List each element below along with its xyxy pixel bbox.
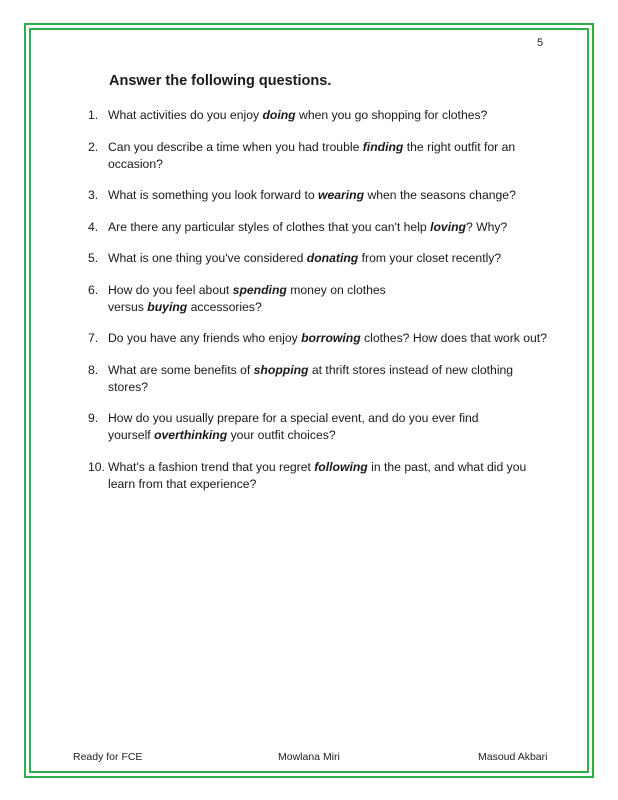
question-item: [88, 410, 548, 444]
question-number: 7.: [88, 331, 99, 345]
question-text: Are there any particular styles of clothes that you can't help loving? Why?: [108, 219, 508, 234]
question-text: What is one thing you've considered donating from your closet recently?: [108, 251, 502, 265]
question-text: What activities do you enjoy doing when you go shopping for clothes?: [108, 108, 488, 122]
question-item: [88, 362, 548, 396]
page-title: Answer the following questions.: [109, 73, 332, 89]
question-text: Do you have any friends who enjoy borrowing clothes? How does that work out?: [108, 331, 547, 345]
question-item: [88, 107, 548, 124]
question-item: [88, 139, 548, 173]
question-item: [88, 459, 548, 493]
question-number: 4.: [88, 219, 99, 234]
question-item: [88, 330, 548, 347]
keyword: finding: [362, 139, 404, 154]
question-number: 3.: [88, 188, 99, 202]
footer-center: Mowlana Miri: [278, 751, 340, 763]
question-number: 9.: [88, 411, 99, 425]
question-text: Can you describe a time when you had trouble finding the right outfit for an occasion?: [108, 139, 516, 171]
question-item: [88, 282, 548, 316]
question-text: How do you feel about spending money on clothes versus buying accessories?: [108, 282, 386, 314]
question-item: [88, 250, 548, 267]
question-number: 5.: [88, 251, 99, 265]
keyword: borrowing: [301, 331, 361, 345]
keyword: loving: [430, 219, 466, 234]
footer-right: Masoud Akbari: [478, 751, 548, 763]
question-text: What's a fashion trend that you regret following in the past, and what did you learn from that experience?: [108, 459, 527, 491]
keyword: spending: [232, 282, 287, 297]
question-number: 6.: [88, 282, 99, 297]
question-text: What is something you look forward to wearing when the seasons change?: [108, 188, 516, 202]
question-text: What are some benefits of shopping at thrift stores instead of new clothing stores?: [108, 362, 514, 394]
question-item: [88, 219, 548, 236]
keyword: doing: [262, 108, 296, 122]
question-number: 8.: [88, 362, 99, 377]
keyword: donating: [306, 251, 359, 265]
keyword: following: [314, 459, 368, 474]
keyword: wearing: [318, 188, 365, 202]
question-list: [88, 107, 548, 507]
keyword: overthinking: [154, 428, 228, 442]
keyword: shopping: [253, 362, 309, 377]
question-number: 10.: [88, 459, 105, 474]
question-item: [88, 187, 548, 204]
keyword: buying: [147, 299, 188, 314]
page-number: 5: [537, 37, 544, 49]
question-number: 2.: [88, 139, 99, 154]
question-number: 1.: [88, 108, 99, 122]
question-text: How do you usually prepare for a special event, and do you ever find yourself overthinking your outfit choices?: [108, 411, 479, 442]
footer-left: Ready for FCE: [73, 751, 143, 763]
